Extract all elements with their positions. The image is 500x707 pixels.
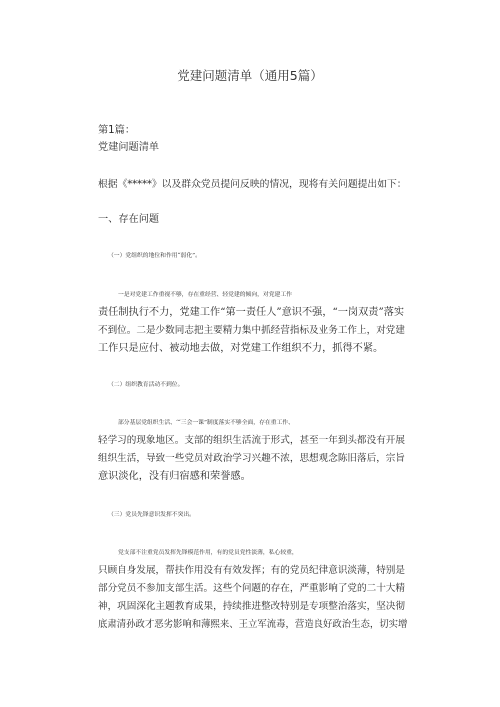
paragraph-3-line: 党支部不注重党员发挥先锋模范作用，有的党员党性淡薄，私心较重， [118, 550, 298, 556]
section-label: 第1篇： [98, 125, 136, 136]
section-title: 党建问题清单 [98, 142, 160, 153]
paragraph-2-line: 意识淡化，没有归宿感和荣誉感。 [98, 471, 251, 482]
subheading-1: （一）党组织的地位和作用“弱化”。 [108, 253, 201, 259]
subheading-3: （三）党员先锋意识发挥不突出。 [108, 512, 195, 518]
intro-paragraph: 根据《*****》以及群众党员提问反映的情况，现将有关问题提出如下： [98, 179, 407, 190]
paragraph-1-line: 责任制执行不力，党建工作“第一责任人”意识不强，“一岗双责”落实 [98, 307, 405, 318]
paragraph-1-line: 一是对党建工作重视不够，存在重经营、轻党建的倾向，对党建工作 [118, 292, 292, 298]
paragraph-1-line: 工作只是应付、被动地去做，对党建工作组织不力，抓得不紧。 [98, 343, 384, 354]
paragraph-3-line: 部分党员不参加支部生活。这些个问题的存在，严重影响了党的二十大精 [98, 583, 405, 594]
paragraph-1-line: 不到位。二是少数同志把主要精力集中抓经营指标及业务工作上，对党建 [98, 325, 405, 336]
paragraph-3-line: 神，巩固深化主题教育成果，持续推进整改特别是专项整治落实，坚决彻 [98, 601, 405, 612]
paragraph-3-line: 底肃清孙政才恶劣影响和薄熙来、王立军流毒，营造良好政治生态，切实增 [98, 619, 408, 630]
heading-problems: 一、存在问题 [98, 214, 160, 225]
document-title: 党建问题清单（通用5篇） [177, 68, 323, 83]
paragraph-2-line: 轻学习的现象地区。支部的组织生活流于形式，甚至一年到头都没有开展 [98, 435, 405, 446]
subheading-2: （二）组织教育活动不到位。 [108, 382, 184, 388]
paragraph-2-line: 部分基层党组织生活、‘“三会一课”制度落实不够全面，存在重工作、 [118, 420, 294, 426]
paragraph-3-line: 只顾自身发展，帮扶作用没有有效发挥；有的党员纪律意识淡薄，特别是 [98, 565, 405, 576]
paragraph-2-line: 组织生活，导致一些党员对政治学习兴趣不浓，思想观念陈旧落后，宗旨 [98, 453, 405, 464]
